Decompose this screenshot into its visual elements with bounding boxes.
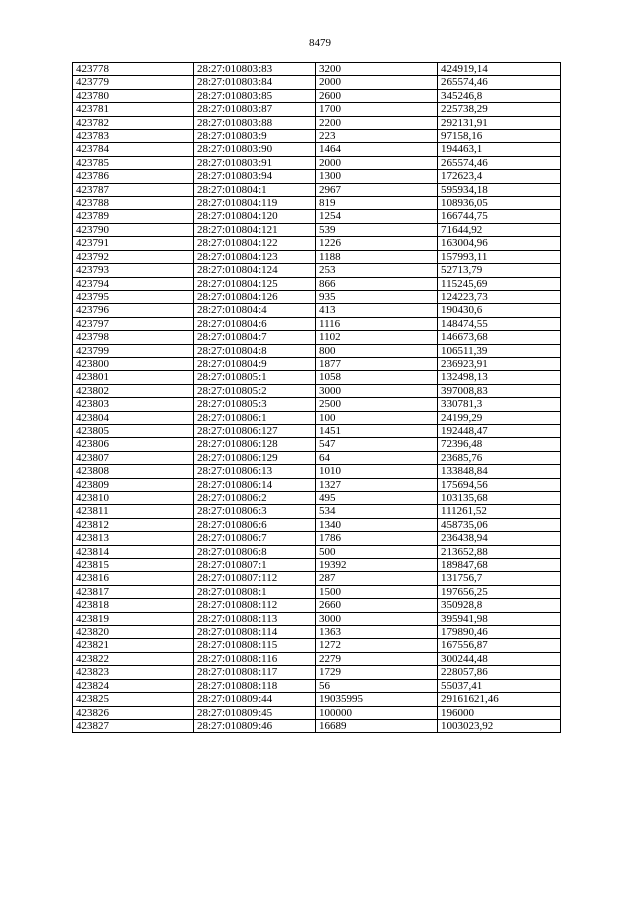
row-number-cell: 423788 [73, 197, 194, 210]
value-cell: 424919,14 [438, 63, 561, 76]
area-cell: 1254 [316, 210, 438, 223]
value-cell: 132498,13 [438, 371, 561, 384]
area-cell: 2200 [316, 116, 438, 129]
area-cell: 1500 [316, 585, 438, 598]
table-row [73, 304, 561, 317]
table-row [73, 197, 561, 210]
cadastral-number-cell: 28:27:010805:1 [194, 371, 316, 384]
cadastral-number-cell: 28:27:010803:85 [194, 89, 316, 102]
row-number-cell: 423812 [73, 518, 194, 531]
row-number-cell: 423803 [73, 398, 194, 411]
cadastral-number-cell: 28:27:010804:1 [194, 183, 316, 196]
cadastral-number-cell: 28:27:010808:118 [194, 679, 316, 692]
value-cell: 166744,75 [438, 210, 561, 223]
area-cell: 1010 [316, 465, 438, 478]
area-cell: 1877 [316, 357, 438, 370]
row-number-cell: 423811 [73, 505, 194, 518]
row-number-cell: 423810 [73, 492, 194, 505]
area-cell: 534 [316, 505, 438, 518]
page-number: 8479 [309, 37, 331, 49]
table-row [73, 424, 561, 437]
area-cell: 3000 [316, 384, 438, 397]
value-cell: 148474,55 [438, 317, 561, 330]
table-row [73, 451, 561, 464]
table-row [73, 572, 561, 585]
table-row [73, 264, 561, 277]
row-number-cell: 423813 [73, 532, 194, 545]
value-cell: 236923,91 [438, 357, 561, 370]
area-cell: 1188 [316, 250, 438, 263]
table-row [73, 89, 561, 102]
area-cell: 1340 [316, 518, 438, 531]
area-cell: 935 [316, 290, 438, 303]
value-cell: 163004,96 [438, 237, 561, 250]
table-row [73, 63, 561, 76]
value-cell: 115245,69 [438, 277, 561, 290]
cadastral-number-cell: 28:27:010806:127 [194, 424, 316, 437]
area-cell: 2660 [316, 599, 438, 612]
table-row [73, 545, 561, 558]
cadastral-number-cell: 28:27:010809:45 [194, 706, 316, 719]
table-row [73, 170, 561, 183]
area-cell: 287 [316, 572, 438, 585]
value-cell: 196000 [438, 706, 561, 719]
cadastral-number-cell: 28:27:010806:1 [194, 411, 316, 424]
table-row [73, 344, 561, 357]
cadastral-number-cell: 28:27:010804:123 [194, 250, 316, 263]
table-row [73, 250, 561, 263]
cadastral-number-cell: 28:27:010807:1 [194, 559, 316, 572]
area-cell: 500 [316, 545, 438, 558]
cadastral-number-cell: 28:27:010806:8 [194, 545, 316, 558]
area-cell: 1363 [316, 626, 438, 639]
row-number-cell: 423825 [73, 693, 194, 706]
cadastral-number-cell: 28:27:010805:2 [194, 384, 316, 397]
area-cell: 1729 [316, 666, 438, 679]
area-cell: 1116 [316, 317, 438, 330]
area-cell: 19392 [316, 559, 438, 572]
area-cell: 539 [316, 223, 438, 236]
table-row [73, 679, 561, 692]
row-number-cell: 423783 [73, 130, 194, 143]
cadastral-number-cell: 28:27:010808:114 [194, 626, 316, 639]
cadastral-number-cell: 28:27:010804:8 [194, 344, 316, 357]
table-row [73, 612, 561, 625]
area-cell: 1102 [316, 331, 438, 344]
table-row [73, 317, 561, 330]
row-number-cell: 423795 [73, 290, 194, 303]
table-row [73, 492, 561, 505]
area-cell: 2967 [316, 183, 438, 196]
table-row [73, 183, 561, 196]
area-cell: 2500 [316, 398, 438, 411]
row-number-cell: 423822 [73, 652, 194, 665]
cadastral-number-cell: 28:27:010804:119 [194, 197, 316, 210]
value-cell: 330781,3 [438, 398, 561, 411]
table-row [73, 156, 561, 169]
value-cell: 97158,16 [438, 130, 561, 143]
row-number-cell: 423786 [73, 170, 194, 183]
table-row [73, 465, 561, 478]
cadastral-number-cell: 28:27:010806:2 [194, 492, 316, 505]
table-row [73, 357, 561, 370]
row-number-cell: 423800 [73, 357, 194, 370]
cadastral-number-cell: 28:27:010806:14 [194, 478, 316, 491]
value-cell: 197656,25 [438, 585, 561, 598]
row-number-cell: 423799 [73, 344, 194, 357]
table-row [73, 639, 561, 652]
area-cell: 56 [316, 679, 438, 692]
row-number-cell: 423794 [73, 277, 194, 290]
value-cell: 131756,7 [438, 572, 561, 585]
row-number-cell: 423782 [73, 116, 194, 129]
value-cell: 225738,29 [438, 103, 561, 116]
area-cell: 100000 [316, 706, 438, 719]
value-cell: 55037,41 [438, 679, 561, 692]
value-cell: 345246,8 [438, 89, 561, 102]
value-cell: 458735,06 [438, 518, 561, 531]
area-cell: 19035995 [316, 693, 438, 706]
row-number-cell: 423821 [73, 639, 194, 652]
cadastral-number-cell: 28:27:010808:112 [194, 599, 316, 612]
table-row [73, 143, 561, 156]
value-cell: 292131,91 [438, 116, 561, 129]
cadastral-number-cell: 28:27:010808:116 [194, 652, 316, 665]
table-row [73, 585, 561, 598]
area-cell: 253 [316, 264, 438, 277]
row-number-cell: 423819 [73, 612, 194, 625]
cadastral-number-cell: 28:27:010806:128 [194, 438, 316, 451]
row-number-cell: 423789 [73, 210, 194, 223]
value-cell: 595934,18 [438, 183, 561, 196]
area-cell: 2600 [316, 89, 438, 102]
cadastral-number-cell: 28:27:010804:7 [194, 331, 316, 344]
area-cell: 2000 [316, 156, 438, 169]
row-number-cell: 423824 [73, 679, 194, 692]
value-cell: 300244,48 [438, 652, 561, 665]
row-number-cell: 423781 [73, 103, 194, 116]
area-cell: 413 [316, 304, 438, 317]
value-cell: 1003023,92 [438, 719, 561, 732]
table-row [73, 652, 561, 665]
value-cell: 108936,05 [438, 197, 561, 210]
area-cell: 1786 [316, 532, 438, 545]
value-cell: 236438,94 [438, 532, 561, 545]
value-cell: 157993,11 [438, 250, 561, 263]
cadastral-number-cell: 28:27:010804:9 [194, 357, 316, 370]
table-row [73, 532, 561, 545]
cadastral-number-cell: 28:27:010804:121 [194, 223, 316, 236]
table-row [73, 116, 561, 129]
cadastral-number-cell: 28:27:010808:1 [194, 585, 316, 598]
cadastral-number-cell: 28:27:010804:125 [194, 277, 316, 290]
row-number-cell: 423826 [73, 706, 194, 719]
value-cell: 172623,4 [438, 170, 561, 183]
value-cell: 350928,8 [438, 599, 561, 612]
row-number-cell: 423802 [73, 384, 194, 397]
table-row [73, 384, 561, 397]
cadastral-number-cell: 28:27:010808:117 [194, 666, 316, 679]
table-row [73, 505, 561, 518]
table-row [73, 693, 561, 706]
value-cell: 29161621,46 [438, 693, 561, 706]
row-number-cell: 423815 [73, 559, 194, 572]
table-row [73, 666, 561, 679]
value-cell: 175694,56 [438, 478, 561, 491]
table-row [73, 518, 561, 531]
area-cell: 100 [316, 411, 438, 424]
row-number-cell: 423779 [73, 76, 194, 89]
row-number-cell: 423809 [73, 478, 194, 491]
area-cell: 1058 [316, 371, 438, 384]
value-cell: 24199,29 [438, 411, 561, 424]
table-row [73, 237, 561, 250]
area-cell: 3000 [316, 612, 438, 625]
area-cell: 223 [316, 130, 438, 143]
value-cell: 23685,76 [438, 451, 561, 464]
table-body [73, 63, 561, 733]
cadastral-number-cell: 28:27:010803:91 [194, 156, 316, 169]
cadastral-number-cell: 28:27:010804:120 [194, 210, 316, 223]
cadastral-number-cell: 28:27:010805:3 [194, 398, 316, 411]
row-number-cell: 423808 [73, 465, 194, 478]
row-number-cell: 423784 [73, 143, 194, 156]
table-row [73, 719, 561, 732]
row-number-cell: 423804 [73, 411, 194, 424]
area-cell: 1700 [316, 103, 438, 116]
table-row [73, 706, 561, 719]
table-row [73, 411, 561, 424]
area-cell: 16689 [316, 719, 438, 732]
table-row [73, 398, 561, 411]
row-number-cell: 423817 [73, 585, 194, 598]
area-cell: 1226 [316, 237, 438, 250]
value-cell: 189847,68 [438, 559, 561, 572]
value-cell: 228057,86 [438, 666, 561, 679]
row-number-cell: 423796 [73, 304, 194, 317]
area-cell: 3200 [316, 63, 438, 76]
area-cell: 2000 [316, 76, 438, 89]
cadastral-number-cell: 28:27:010804:122 [194, 237, 316, 250]
cadastral-number-cell: 28:27:010809:44 [194, 693, 316, 706]
cadastral-number-cell: 28:27:010808:115 [194, 639, 316, 652]
area-cell: 866 [316, 277, 438, 290]
value-cell: 71644,92 [438, 223, 561, 236]
cadastral-number-cell: 28:27:010809:46 [194, 719, 316, 732]
table-row [73, 277, 561, 290]
value-cell: 395941,98 [438, 612, 561, 625]
value-cell: 111261,52 [438, 505, 561, 518]
row-number-cell: 423806 [73, 438, 194, 451]
cadastral-number-cell: 28:27:010806:3 [194, 505, 316, 518]
table-row [73, 559, 561, 572]
cadastral-number-cell: 28:27:010806:129 [194, 451, 316, 464]
cadastral-number-cell: 28:27:010803:83 [194, 63, 316, 76]
row-number-cell: 423827 [73, 719, 194, 732]
area-cell: 1464 [316, 143, 438, 156]
value-cell: 124223,73 [438, 290, 561, 303]
row-number-cell: 423793 [73, 264, 194, 277]
area-cell: 1300 [316, 170, 438, 183]
cadastral-number-cell: 28:27:010803:88 [194, 116, 316, 129]
value-cell: 265574,46 [438, 76, 561, 89]
row-number-cell: 423814 [73, 545, 194, 558]
area-cell: 1272 [316, 639, 438, 652]
value-cell: 190430,6 [438, 304, 561, 317]
table-row [73, 626, 561, 639]
value-cell: 52713,79 [438, 264, 561, 277]
table-row [73, 371, 561, 384]
area-cell: 547 [316, 438, 438, 451]
row-number-cell: 423792 [73, 250, 194, 263]
table-row [73, 103, 561, 116]
row-number-cell: 423778 [73, 63, 194, 76]
value-cell: 194463,1 [438, 143, 561, 156]
row-number-cell: 423820 [73, 626, 194, 639]
cadastral-number-cell: 28:27:010803:94 [194, 170, 316, 183]
cadastral-number-cell: 28:27:010804:4 [194, 304, 316, 317]
cadastral-number-cell: 28:27:010803:9 [194, 130, 316, 143]
area-cell: 1327 [316, 478, 438, 491]
row-number-cell: 423807 [73, 451, 194, 464]
area-cell: 495 [316, 492, 438, 505]
row-number-cell: 423791 [73, 237, 194, 250]
table-row [73, 76, 561, 89]
table-row [73, 210, 561, 223]
table-row [73, 130, 561, 143]
table-row [73, 223, 561, 236]
table-row [73, 438, 561, 451]
row-number-cell: 423798 [73, 331, 194, 344]
value-cell: 192448,47 [438, 424, 561, 437]
table-row [73, 290, 561, 303]
value-cell: 265574,46 [438, 156, 561, 169]
cadastral-number-cell: 28:27:010806:7 [194, 532, 316, 545]
cadastral-number-cell: 28:27:010806:6 [194, 518, 316, 531]
cadastral-number-cell: 28:27:010808:113 [194, 612, 316, 625]
cadastral-number-cell: 28:27:010806:13 [194, 465, 316, 478]
value-cell: 167556,87 [438, 639, 561, 652]
row-number-cell: 423790 [73, 223, 194, 236]
row-number-cell: 423785 [73, 156, 194, 169]
value-cell: 106511,39 [438, 344, 561, 357]
table-row [73, 599, 561, 612]
value-cell: 133848,84 [438, 465, 561, 478]
area-cell: 2279 [316, 652, 438, 665]
value-cell: 397008,83 [438, 384, 561, 397]
value-cell: 146673,68 [438, 331, 561, 344]
data-table [72, 62, 561, 733]
row-number-cell: 423816 [73, 572, 194, 585]
row-number-cell: 423801 [73, 371, 194, 384]
area-cell: 64 [316, 451, 438, 464]
cadastral-number-cell: 28:27:010803:90 [194, 143, 316, 156]
row-number-cell: 423823 [73, 666, 194, 679]
row-number-cell: 423797 [73, 317, 194, 330]
cadastral-number-cell: 28:27:010804:124 [194, 264, 316, 277]
row-number-cell: 423787 [73, 183, 194, 196]
value-cell: 103135,68 [438, 492, 561, 505]
row-number-cell: 423805 [73, 424, 194, 437]
cadastral-number-cell: 28:27:010803:87 [194, 103, 316, 116]
area-cell: 1451 [316, 424, 438, 437]
area-cell: 819 [316, 197, 438, 210]
value-cell: 72396,48 [438, 438, 561, 451]
value-cell: 213652,88 [438, 545, 561, 558]
cadastral-number-cell: 28:27:010804:6 [194, 317, 316, 330]
area-cell: 800 [316, 344, 438, 357]
row-number-cell: 423780 [73, 89, 194, 102]
cadastral-number-cell: 28:27:010803:84 [194, 76, 316, 89]
row-number-cell: 423818 [73, 599, 194, 612]
table-row [73, 331, 561, 344]
cadastral-number-cell: 28:27:010804:126 [194, 290, 316, 303]
value-cell: 179890,46 [438, 626, 561, 639]
cadastral-number-cell: 28:27:010807:112 [194, 572, 316, 585]
table-row [73, 478, 561, 491]
